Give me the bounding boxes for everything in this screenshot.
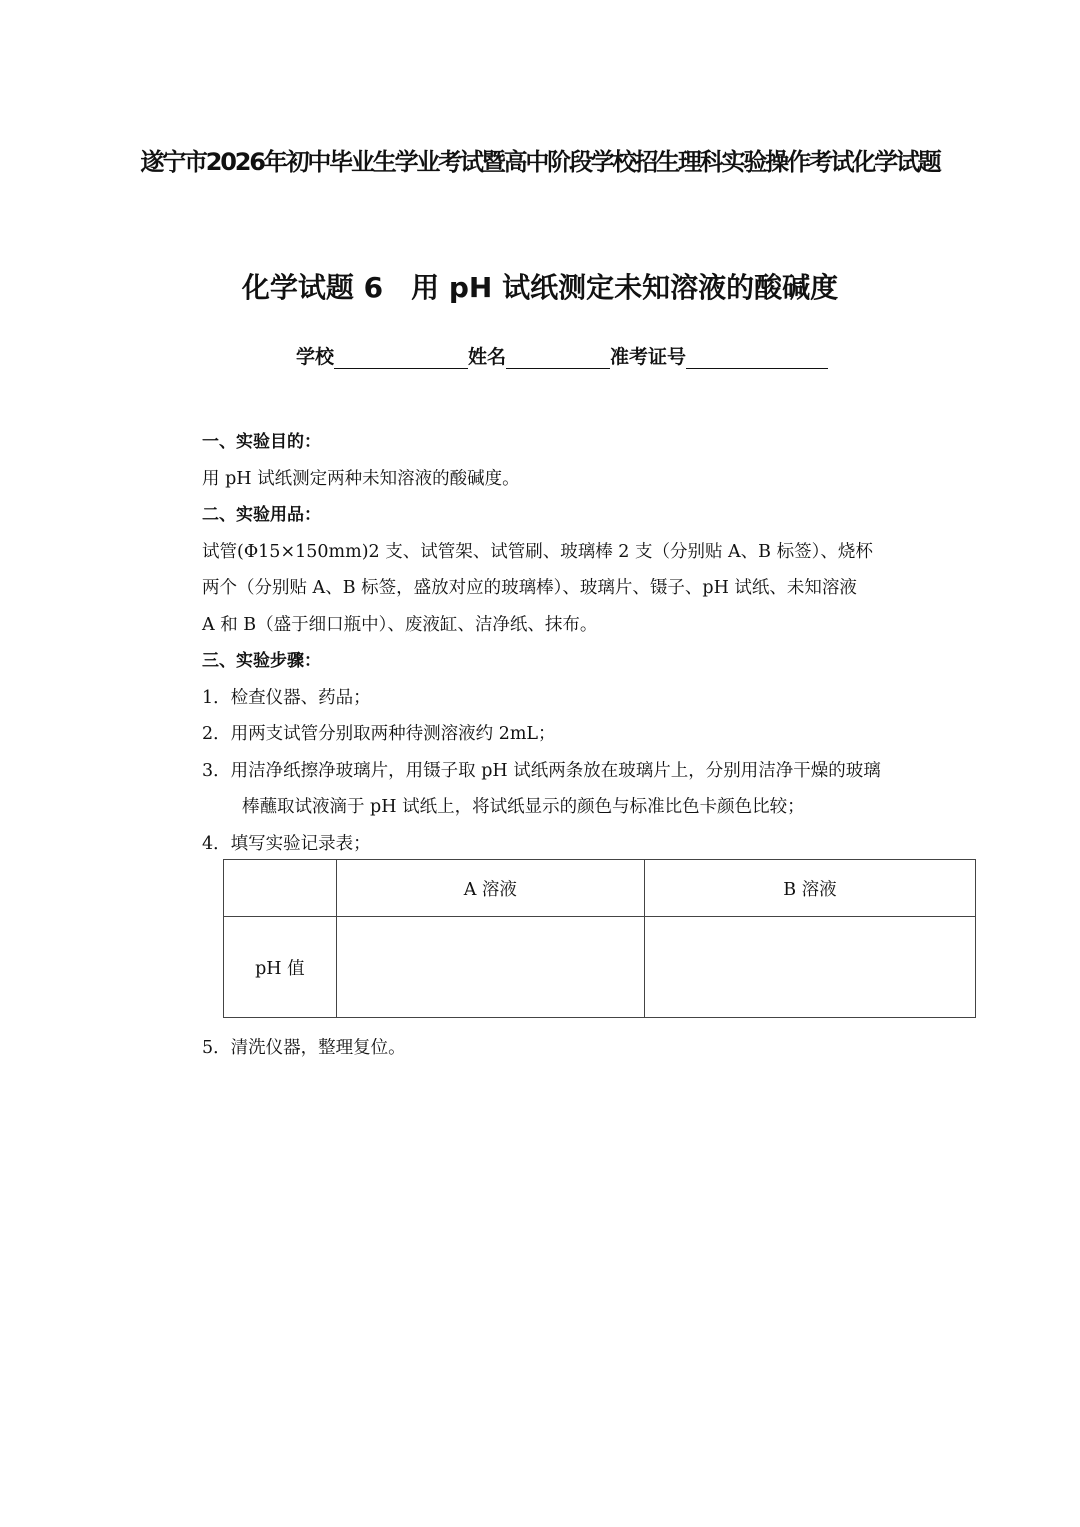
experiment-content: [202, 424, 982, 862]
step-item-continued: 棒蘸取试液滴于 pH 试纸上，将试纸显示的颜色与标准比色卡颜色比较；: [242, 797, 805, 817]
step-item: 2．用两支试管分别取两种待测溶液约 2mL；: [202, 724, 556, 744]
table-row: [224, 917, 976, 1018]
name-blank[interactable]: [506, 346, 610, 369]
materials-line: 试管(Φ15×150mm)2 支、试管架、试管刷、玻璃棒 2 支（分别贴 A、B 标签）、烧杯: [202, 541, 873, 562]
materials-line: A 和 B（盛于细口瓶中）、废液缸、洁净纸、抹布。: [202, 614, 598, 635]
ticket-blank[interactable]: [686, 346, 828, 369]
student-info-line: [296, 342, 828, 369]
table-header-row: [224, 860, 976, 917]
step-item: 4．填写实验记录表；: [202, 833, 371, 854]
school-label: 学校: [296, 346, 335, 368]
exam-title: 遂宁市2026年初中毕业生学业考试暨高中阶段学校招生理科实验操作考试化学试题: [140, 148, 940, 176]
table-header-empty: [224, 860, 337, 917]
purpose-text: 用 pH 试纸测定两种未知溶液的酸碱度。: [202, 468, 520, 489]
final-step: 5．清洗仪器，整理复位。: [202, 1038, 406, 1058]
topic-title: [0, 266, 1080, 306]
purpose-heading: 一、实验目的：: [202, 432, 321, 452]
name-label: 姓名: [468, 346, 507, 368]
record-table: [223, 859, 976, 1018]
topic-number: 化学试题 6: [241, 271, 384, 304]
steps-heading: 三、实验步骤：: [202, 651, 321, 671]
step-item: 3．用洁净纸擦净玻璃片，用镊子取 pH 试纸两条放在玻璃片上，分别用洁净干燥的玻璃: [202, 760, 881, 781]
ph-row-label: pH 值: [224, 917, 337, 1018]
ph-value-b-cell[interactable]: [644, 917, 975, 1018]
materials-line: 两个（分别贴 A、B 标签，盛放对应的玻璃棒）、玻璃片、镊子、pH 试纸、未知溶液: [202, 578, 857, 598]
ph-value-a-cell[interactable]: [336, 917, 644, 1018]
table-header-a: A 溶液: [336, 860, 644, 917]
topic-name: 用 pH 试纸测定未知溶液的酸碱度: [411, 271, 839, 304]
ticket-label: 准考证号: [610, 346, 687, 368]
table-header-b: B 溶液: [644, 860, 975, 917]
step-item: 1．检查仪器、药品；: [202, 687, 371, 708]
materials-heading: 二、实验用品：: [202, 505, 321, 525]
school-blank[interactable]: [334, 346, 468, 369]
